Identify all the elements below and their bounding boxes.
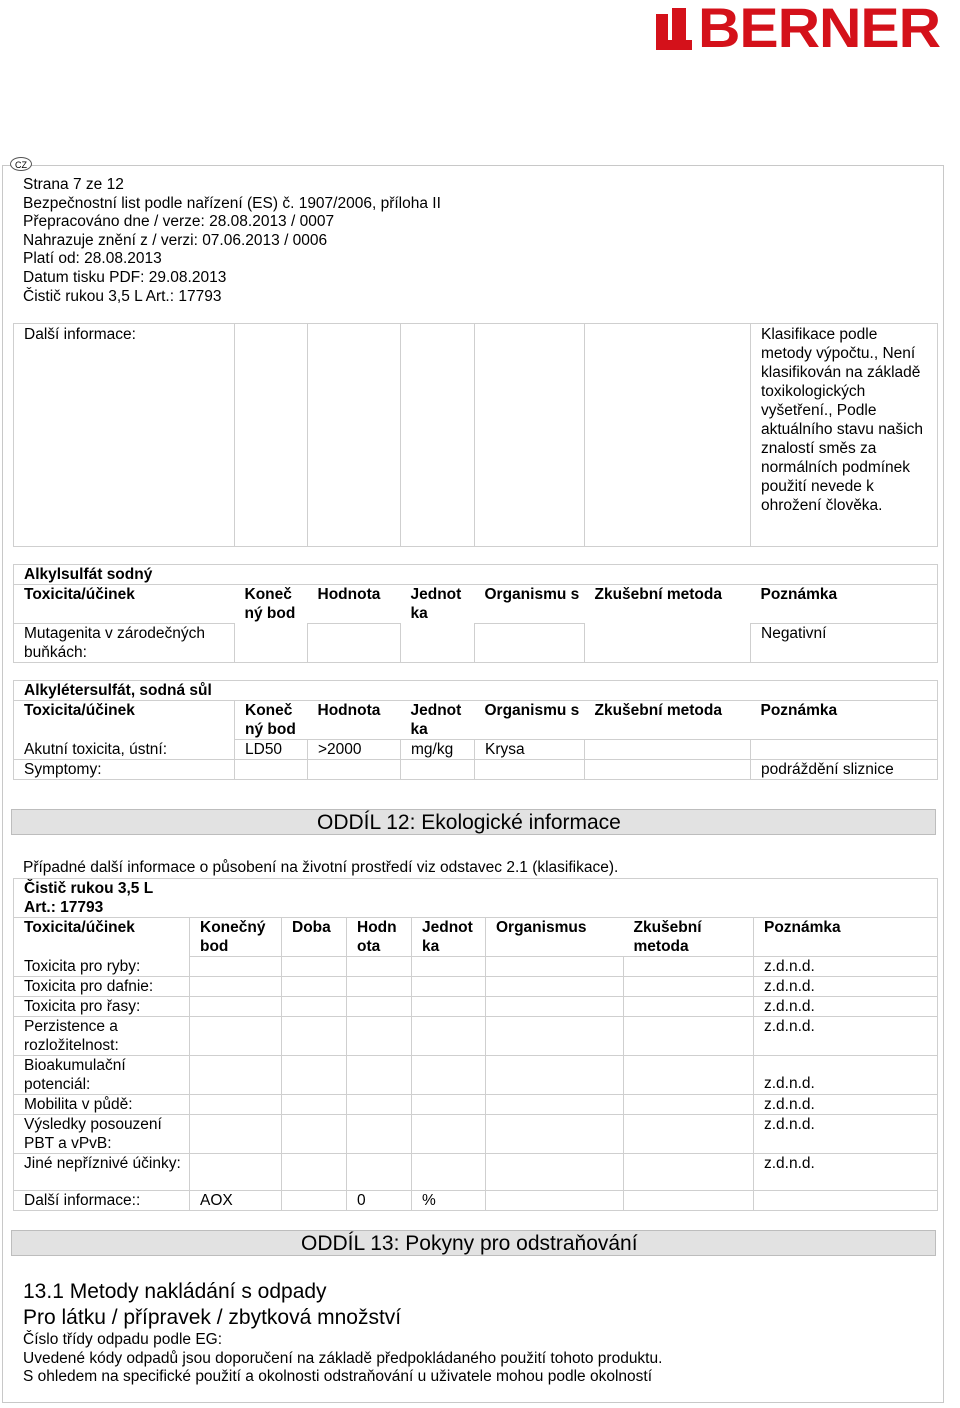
col-header: Hodnota — [308, 701, 401, 740]
col-header: Organismu s — [475, 701, 585, 740]
col-header: Hodnota — [308, 585, 401, 624]
col-header: Koneč ný bod — [235, 701, 308, 740]
col-header: Doba — [282, 918, 347, 957]
eco-effect: Výsledky posouzení PBT a vPvB: — [14, 1115, 190, 1154]
effect-cell: Akutní toxicita, ústní: — [14, 740, 235, 760]
note-cell — [751, 740, 938, 760]
section-13-heading — [11, 1230, 936, 1256]
section-13-subheading: Pro látku / přípravek / zbytková množství — [23, 1306, 402, 1329]
col-header: Jednot ka — [401, 701, 475, 740]
alkylsulfat-title: Alkylsulfát sodný — [14, 565, 938, 585]
col-header: Jednot ka — [401, 585, 475, 624]
page-number: Strana 7 ze 12 — [23, 176, 124, 193]
eco-effect: Bioakumulační potenciál: — [14, 1056, 190, 1095]
col-header: Organismus — [486, 918, 624, 957]
alkylethersulfat-table — [13, 680, 938, 780]
valid-from-line: Platí od: 28.08.2013 — [23, 250, 162, 268]
document-header — [23, 176, 441, 306]
col-header: Poznámka — [751, 585, 938, 624]
col-header: Koneč ný bod — [235, 585, 308, 624]
print-date-line: Datum tisku PDF: 29.08.2013 — [23, 268, 227, 286]
eco-effect: Perzistence a rozložitelnost: — [14, 1017, 190, 1056]
col-header: Zkušební metoda — [585, 701, 751, 740]
regulation-line: Bezpečnostní list podle nařízení (ES) č. 1907/2006, příloha II — [23, 194, 441, 212]
country-badge: CZ — [10, 157, 32, 171]
eco-product-art: Art.: 17793 — [14, 898, 938, 918]
value-cell: >2000 — [308, 740, 401, 760]
col-header: Toxicita/účinek — [14, 585, 235, 624]
col-header: Toxicita/účinek — [14, 918, 190, 957]
eco-note: z.d.n.d. — [754, 1154, 938, 1191]
endpoint-cell: LD50 — [235, 740, 308, 760]
eco-effect: Toxicita pro dafnie: — [14, 977, 190, 997]
waste-usage-line: S ohledem na specifické použití a okolnosti odstraňování u uživatele mohou podle okolností — [23, 1368, 652, 1385]
eco-value: 0 — [347, 1191, 412, 1211]
col-header: Zkušební metoda — [585, 585, 751, 624]
eco-note: z.d.n.d. — [754, 997, 938, 1017]
eco-effect: Toxicita pro ryby: — [14, 957, 190, 977]
berner-logo-mark-icon — [656, 4, 696, 54]
eco-endpoint: AOX — [190, 1191, 282, 1211]
eco-effect: Toxicita pro řasy: — [14, 997, 190, 1017]
method-cell — [585, 740, 751, 760]
col-header: Organismu s — [475, 585, 585, 624]
further-info-table — [13, 323, 938, 547]
col-header: Poznámka — [751, 701, 938, 740]
section-12-intro: Případné další informace o působení na životní prostředí viz odstavec 2.1 (klasifikace). — [23, 859, 619, 876]
eco-effect: Další informace:: — [14, 1191, 190, 1211]
alkylethersulfat-title: Alkylétersulfát, sodná sůl — [14, 681, 938, 701]
col-header: Konečný bod — [190, 918, 282, 957]
effect-cell: Mutagenita v zárodečných buňkách: — [14, 624, 235, 663]
note-cell: Negativní — [751, 624, 938, 663]
section-12-heading — [11, 809, 936, 835]
further-info-label: Další informace: — [14, 324, 235, 547]
col-header: Zkušební metoda — [624, 918, 754, 957]
eco-table — [13, 878, 938, 1211]
berner-logo — [656, 0, 956, 59]
brand-name: BERNER — [698, 0, 940, 59]
note-cell: podráždění sliznice — [751, 760, 938, 780]
revision-line: Přepracováno dne / verze: 28.08.2013 / 0007 — [23, 213, 335, 231]
eco-effect: Jiné nepříznivé účinky: — [14, 1154, 190, 1191]
further-info-text: Klasifikace podle metody výpočtu., Není klasifikován na základě toxikologických vyšetření., Podle aktuálního stavu našich znalostí směs za normálních podmínek použití nevede k ohrožení člověka. — [751, 324, 938, 547]
eco-note: z.d.n.d. — [754, 1056, 938, 1095]
section-13-title: ODDÍL 13: Pokyny pro odstraňování — [301, 1232, 638, 1255]
eco-note: z.d.n.d. — [754, 977, 938, 997]
col-header: Hodn ota — [347, 918, 412, 957]
waste-class-line: Číslo třídy odpadu podle EG: — [23, 1331, 223, 1348]
col-header: Jednot ka — [412, 918, 486, 957]
section-13-1-heading: 13.1 Metody nakládání s odpady — [23, 1280, 327, 1303]
product-line: Čistič rukou 3,5 L Art.: 17793 — [23, 287, 222, 305]
col-header: Toxicita/účinek — [14, 701, 235, 740]
eco-effect: Mobilita v půdě: — [14, 1095, 190, 1115]
eco-note: z.d.n.d. — [754, 1115, 938, 1154]
organism-cell: Krysa — [475, 740, 585, 760]
replaces-line: Nahrazuje znění z / verzi: 07.06.2013 / 0006 — [23, 231, 328, 249]
col-header: Poznámka — [754, 918, 938, 957]
eco-note: z.d.n.d. — [754, 1017, 938, 1056]
section-12-title: ODDÍL 12: Ekologické informace — [317, 811, 621, 834]
eco-note: z.d.n.d. — [754, 1095, 938, 1115]
waste-codes-line: Uvedené kódy odpadů jsou doporučení na základě předpokládaného použití tohoto produktu. — [23, 1350, 663, 1367]
effect-cell: Symptomy: — [14, 760, 235, 780]
eco-note: z.d.n.d. — [754, 957, 938, 977]
unit-cell: mg/kg — [401, 740, 475, 760]
alkylsulfat-table — [13, 564, 938, 663]
eco-unit: % — [412, 1191, 486, 1211]
eco-product-name: Čistič rukou 3,5 L — [14, 879, 938, 899]
